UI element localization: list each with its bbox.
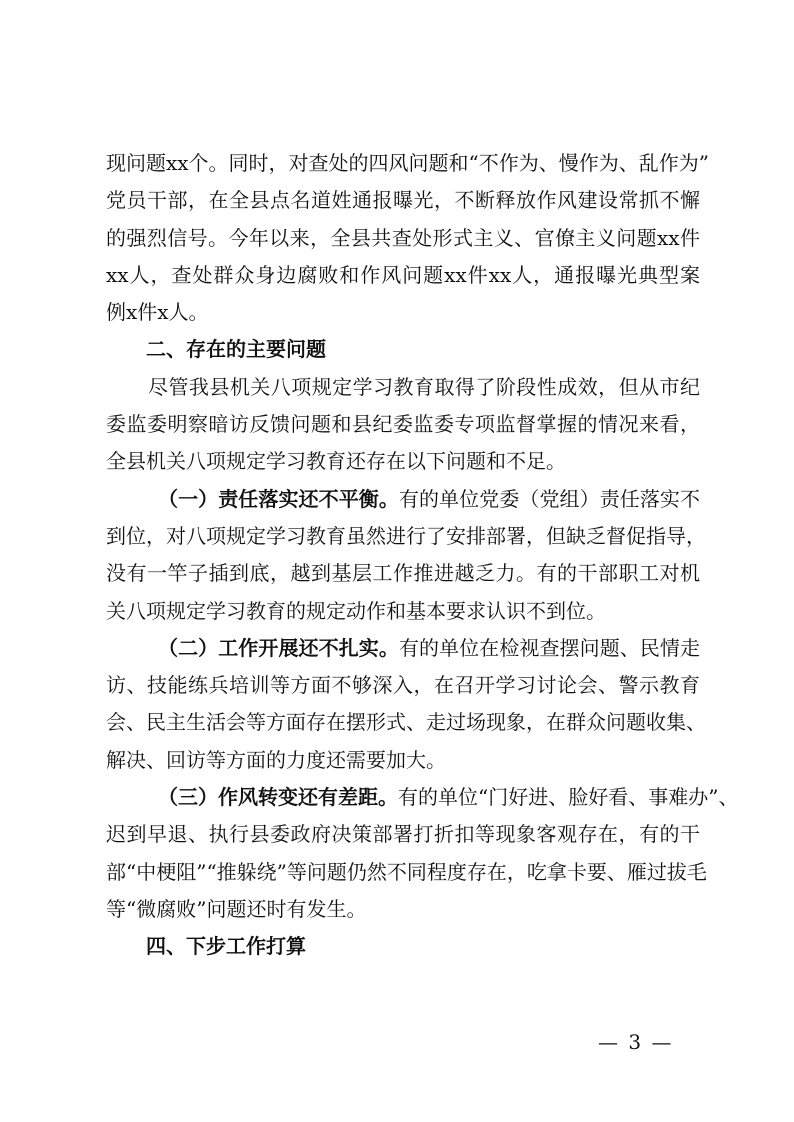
paragraph-line: 党员干部，在全县点名道姓通报曝光，不断释放作风建设常抓不懈 <box>106 188 700 213</box>
paragraph-line: 例x件x人。 <box>106 300 209 325</box>
paragraph-line: 解决、回访等方面的力度还需要加大。 <box>106 747 446 772</box>
subsection-first-line <box>106 481 700 518</box>
subsection-text: 有的单位“门好进、脸好看、事难办”、 <box>398 785 739 810</box>
document-body <box>106 145 739 966</box>
subsection-title: （二）工作开展还不扎实。 <box>158 635 399 660</box>
paragraph-line: 的强烈信号。今年以来，全县共查处形式主义、官僚主义问题xx件 <box>106 225 700 250</box>
paragraph-line: 全县机关八项规定学习教育还存在以下问题和不足。 <box>106 449 566 474</box>
paragraph-line: 访、技能练兵培训等方面不够深入，在召开学习讨论会、警示教育 <box>106 673 700 698</box>
subsection-title: （一）责任落实还不平衡。 <box>158 486 399 511</box>
paragraph-line: 没有一竿子插到底，越到基层工作推进越乏力。有的干部职工对机 <box>106 561 700 586</box>
subsection-text: 有的单位党委（党组）责任落实不 <box>398 486 701 511</box>
paragraph-line: 现问题xx个。同时，对查处的四风问题和“不作为、慢作为、乱作为” <box>106 151 710 175</box>
subsection-title: （三）作风转变还有差距。 <box>158 785 398 810</box>
paragraph-line: 委监委明察暗访反馈问题和县纪委监委专项监督掌握的情况来看， <box>106 412 700 437</box>
paragraph-line: xx人，查处群众身边腐败和作风问题xx件xx人，通报曝光典型案 <box>106 262 700 287</box>
paragraph-line: 等“微腐败”问题还时有发生。 <box>106 896 367 921</box>
paragraph-line: 会、民主生活会等方面存在摆形式、走过场现象，在群众问题收集、 <box>106 710 706 735</box>
paragraph-line: 迟到早退、执行县委政府决策部署打折扣等现象客观存在，有的干 <box>106 822 700 847</box>
subsection-first-line <box>106 779 739 816</box>
paragraph-line: 到位，对八项规定学习教育虽然进行了安排部署，但缺乏督促指导， <box>106 523 706 548</box>
page-number: — 3 — <box>598 1030 674 1054</box>
subsection-text: 有的单位在检视查摆问题、民情走 <box>398 635 701 660</box>
paragraph-line: 尽管我县机关八项规定学习教育取得了阶段性成效，但从市纪 <box>148 374 700 399</box>
paragraph-line: 关八项规定学习教育的规定动作和基本要求认识不到位。 <box>106 598 606 623</box>
section-heading: 二、存在的主要问题 <box>146 337 326 362</box>
section-heading: 四、下步工作打算 <box>146 934 306 959</box>
subsection-first-line <box>106 630 700 667</box>
paragraph-line: 部“中梗阻”“推躲绕”等问题仍然不同程度存在，吃拿卡要、雁过拔毛 <box>106 859 707 884</box>
